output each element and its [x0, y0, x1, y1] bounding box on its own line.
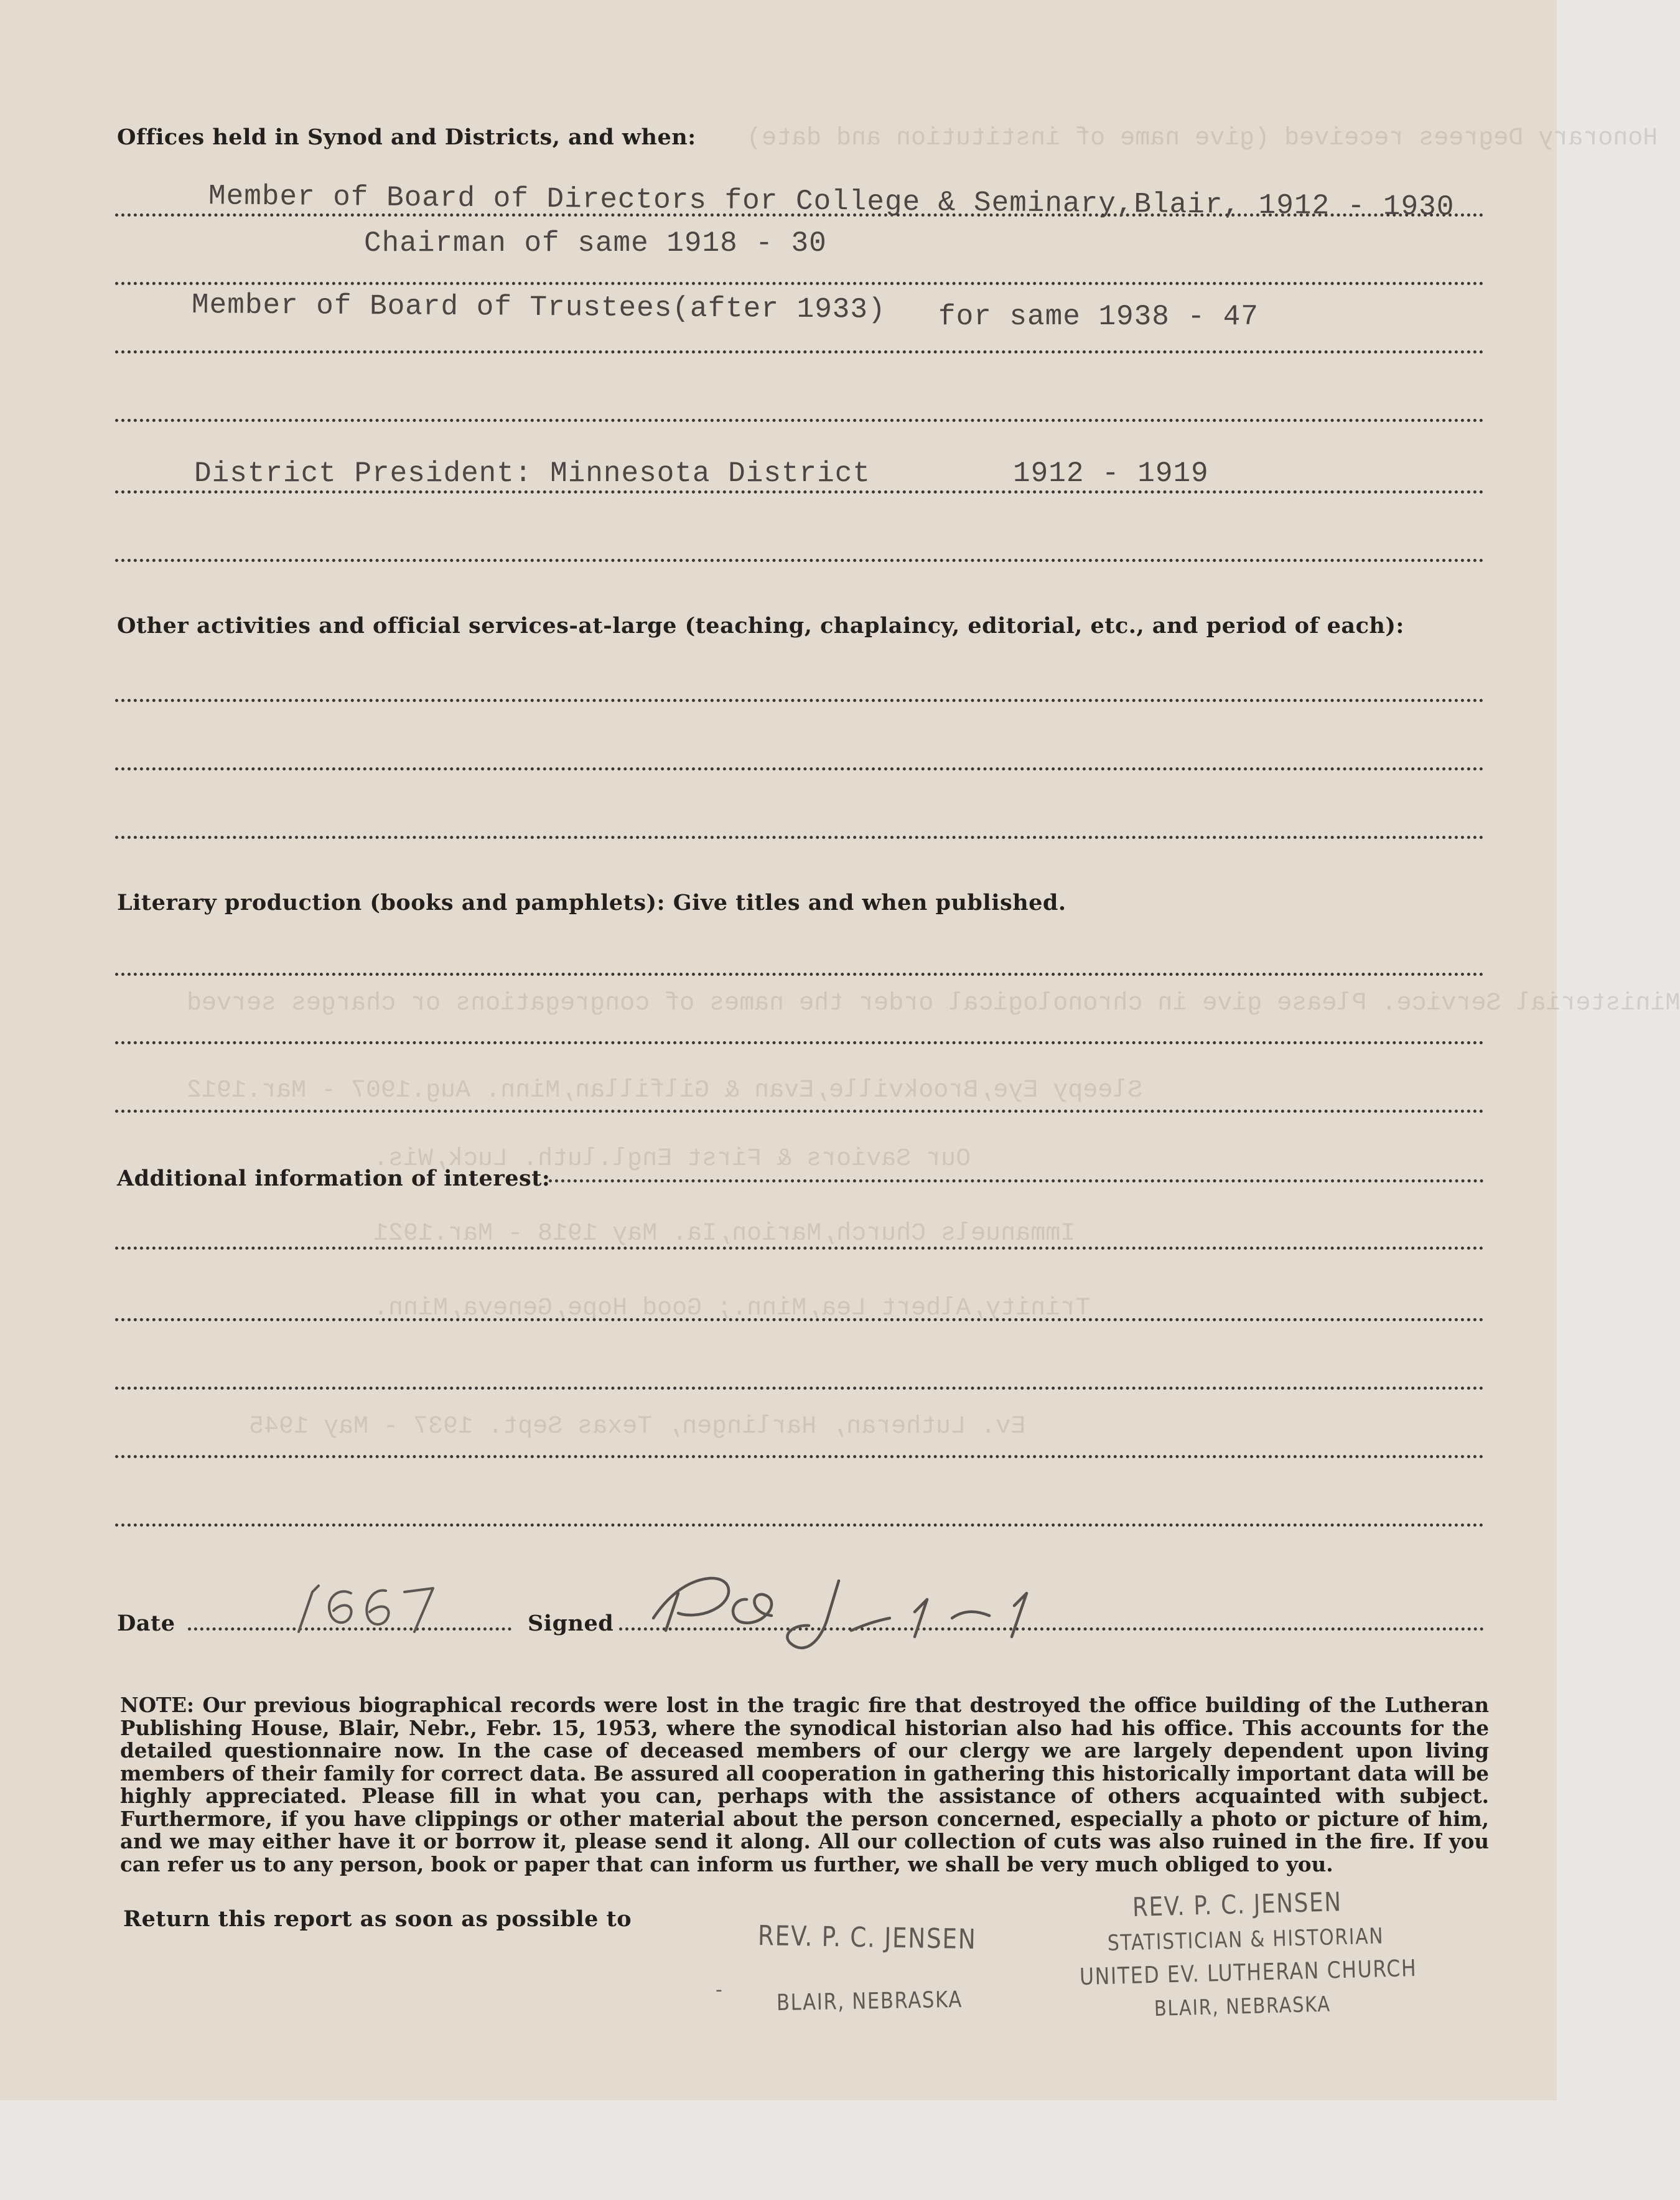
additional-line-5[interactable]	[115, 1524, 1484, 1527]
bleed-through-7: Ev. Lutheran, Harlingen, Texas Sept. 1937 - May 1945	[249, 1413, 1026, 1441]
bleed-through-3: Sleepy Eye,Brookville,Evan & Gilfillan,Minn. Aug.1907 - Mar.1912	[187, 1077, 1143, 1105]
offices-line-6[interactable]	[115, 559, 1484, 562]
signed-label: Signed	[528, 1611, 614, 1636]
stamp-right-name: REV. P. C. JENSEN	[1132, 1886, 1343, 1922]
additional-line-2[interactable]	[115, 1318, 1484, 1321]
note-heading: NOTE:	[120, 1693, 194, 1717]
note-body: Our previous biographical records were lost in the tragic fire that destroyed the office building of the Lutheran Publishing House, Blair, Nebr., Febr. 15, 1953, where the synodical historian also had his office. This accounts for the detailed questionnaire now. In the case of deceased members of our clergy we are largely dependent upon living members of their family for correct data. Be assured all cooperation in gathering this historically important data will be highly appreciated. Please fill in what you can, perhaps with the assistance of others acquainted with subject. Furthermore, if you have clippings or other material about the person concerned, especially a photo or picture of him, and we may either have it or borrow it, please send it along. All our collection of cuts was also ruined in the fire. If you can refer us to any person, book or paper that can inform us further, we shall be very much obliged to you.	[120, 1693, 1489, 1876]
additional-line-0[interactable]	[549, 1179, 1484, 1182]
stamp-right-city: BLAIR, NEBRASKA	[1154, 1992, 1332, 2021]
offices-entry-5: District President: Minnesota District	[194, 457, 870, 490]
additional-line-1[interactable]	[115, 1247, 1484, 1250]
bleed-through-5: Immanuels Church,Marion,Ia. May 1918 - Mar.1921	[373, 1220, 1076, 1248]
other-activities-line-3[interactable]	[115, 836, 1484, 839]
offices-entry-1: Member of Board of Directors for College & Seminary,Blair, 1912 - 1930	[208, 180, 1455, 223]
offices-line-4[interactable]	[115, 419, 1484, 422]
signature-handwriting	[641, 1556, 1126, 1668]
bleed-through-2: Ministerial Service. Please give in chronological order the names of congregations or charges served	[187, 990, 1680, 1018]
literary-label: Literary production (books and pamphlets): Give titles and when published.	[117, 890, 1066, 915]
date-label: Date	[117, 1611, 175, 1636]
stamp-left-dash: -	[716, 1979, 724, 2001]
offices-line-3[interactable]	[115, 350, 1484, 353]
date-handwriting	[286, 1575, 473, 1637]
offices-entry-3: Member of Board of Trustees(after 1933)	[191, 289, 886, 326]
stamp-right-church: UNITED EV. LUTHERAN CHURCH	[1079, 1954, 1417, 1990]
stamp-left-city: BLAIR, NEBRASKA	[776, 1987, 963, 2016]
offices-entry-6: 1912 - 1919	[1013, 457, 1209, 490]
other-activities-label: Other activities and official services-at-large (teaching, chaplaincy, editorial, etc., and period of each):	[117, 613, 1404, 639]
literary-line-3[interactable]	[115, 1110, 1484, 1113]
stamp-left-name: REV. P. C. JENSEN	[757, 1920, 977, 1956]
return-label: Return this report as soon as possible to	[123, 1906, 632, 1932]
literary-line-1[interactable]	[115, 973, 1484, 976]
bleed-through-1: Honorary Degrees received (give name of institution and date)	[747, 124, 1658, 152]
literary-line-2[interactable]	[115, 1041, 1484, 1044]
offices-label: Offices held in Synod and Districts, and when:	[117, 124, 696, 150]
additional-line-3[interactable]	[115, 1387, 1484, 1390]
offices-entry-4: for same 1938 - 47	[938, 301, 1259, 333]
bleed-through-6: Trinity,Albert Lea,Minn.; Good Hope,Geneva,Minn.	[373, 1294, 1091, 1322]
offices-entry-2: Chairman of same 1918 - 30	[364, 227, 827, 260]
additional-line-4[interactable]	[115, 1455, 1484, 1458]
additional-label: Additional information of interest:	[117, 1166, 551, 1191]
stamp-right-title: STATISTICIAN & HISTORIAN	[1107, 1924, 1384, 1956]
offices-line-5[interactable]	[115, 490, 1484, 494]
other-activities-line-2[interactable]	[115, 767, 1484, 770]
note-paragraph	[120, 1694, 1489, 1876]
bleed-through-4: Our Saviors & First Engl.luth. Luck,Wis.	[373, 1145, 971, 1173]
offices-line-2[interactable]	[115, 282, 1484, 285]
other-activities-line-1[interactable]	[115, 699, 1484, 702]
